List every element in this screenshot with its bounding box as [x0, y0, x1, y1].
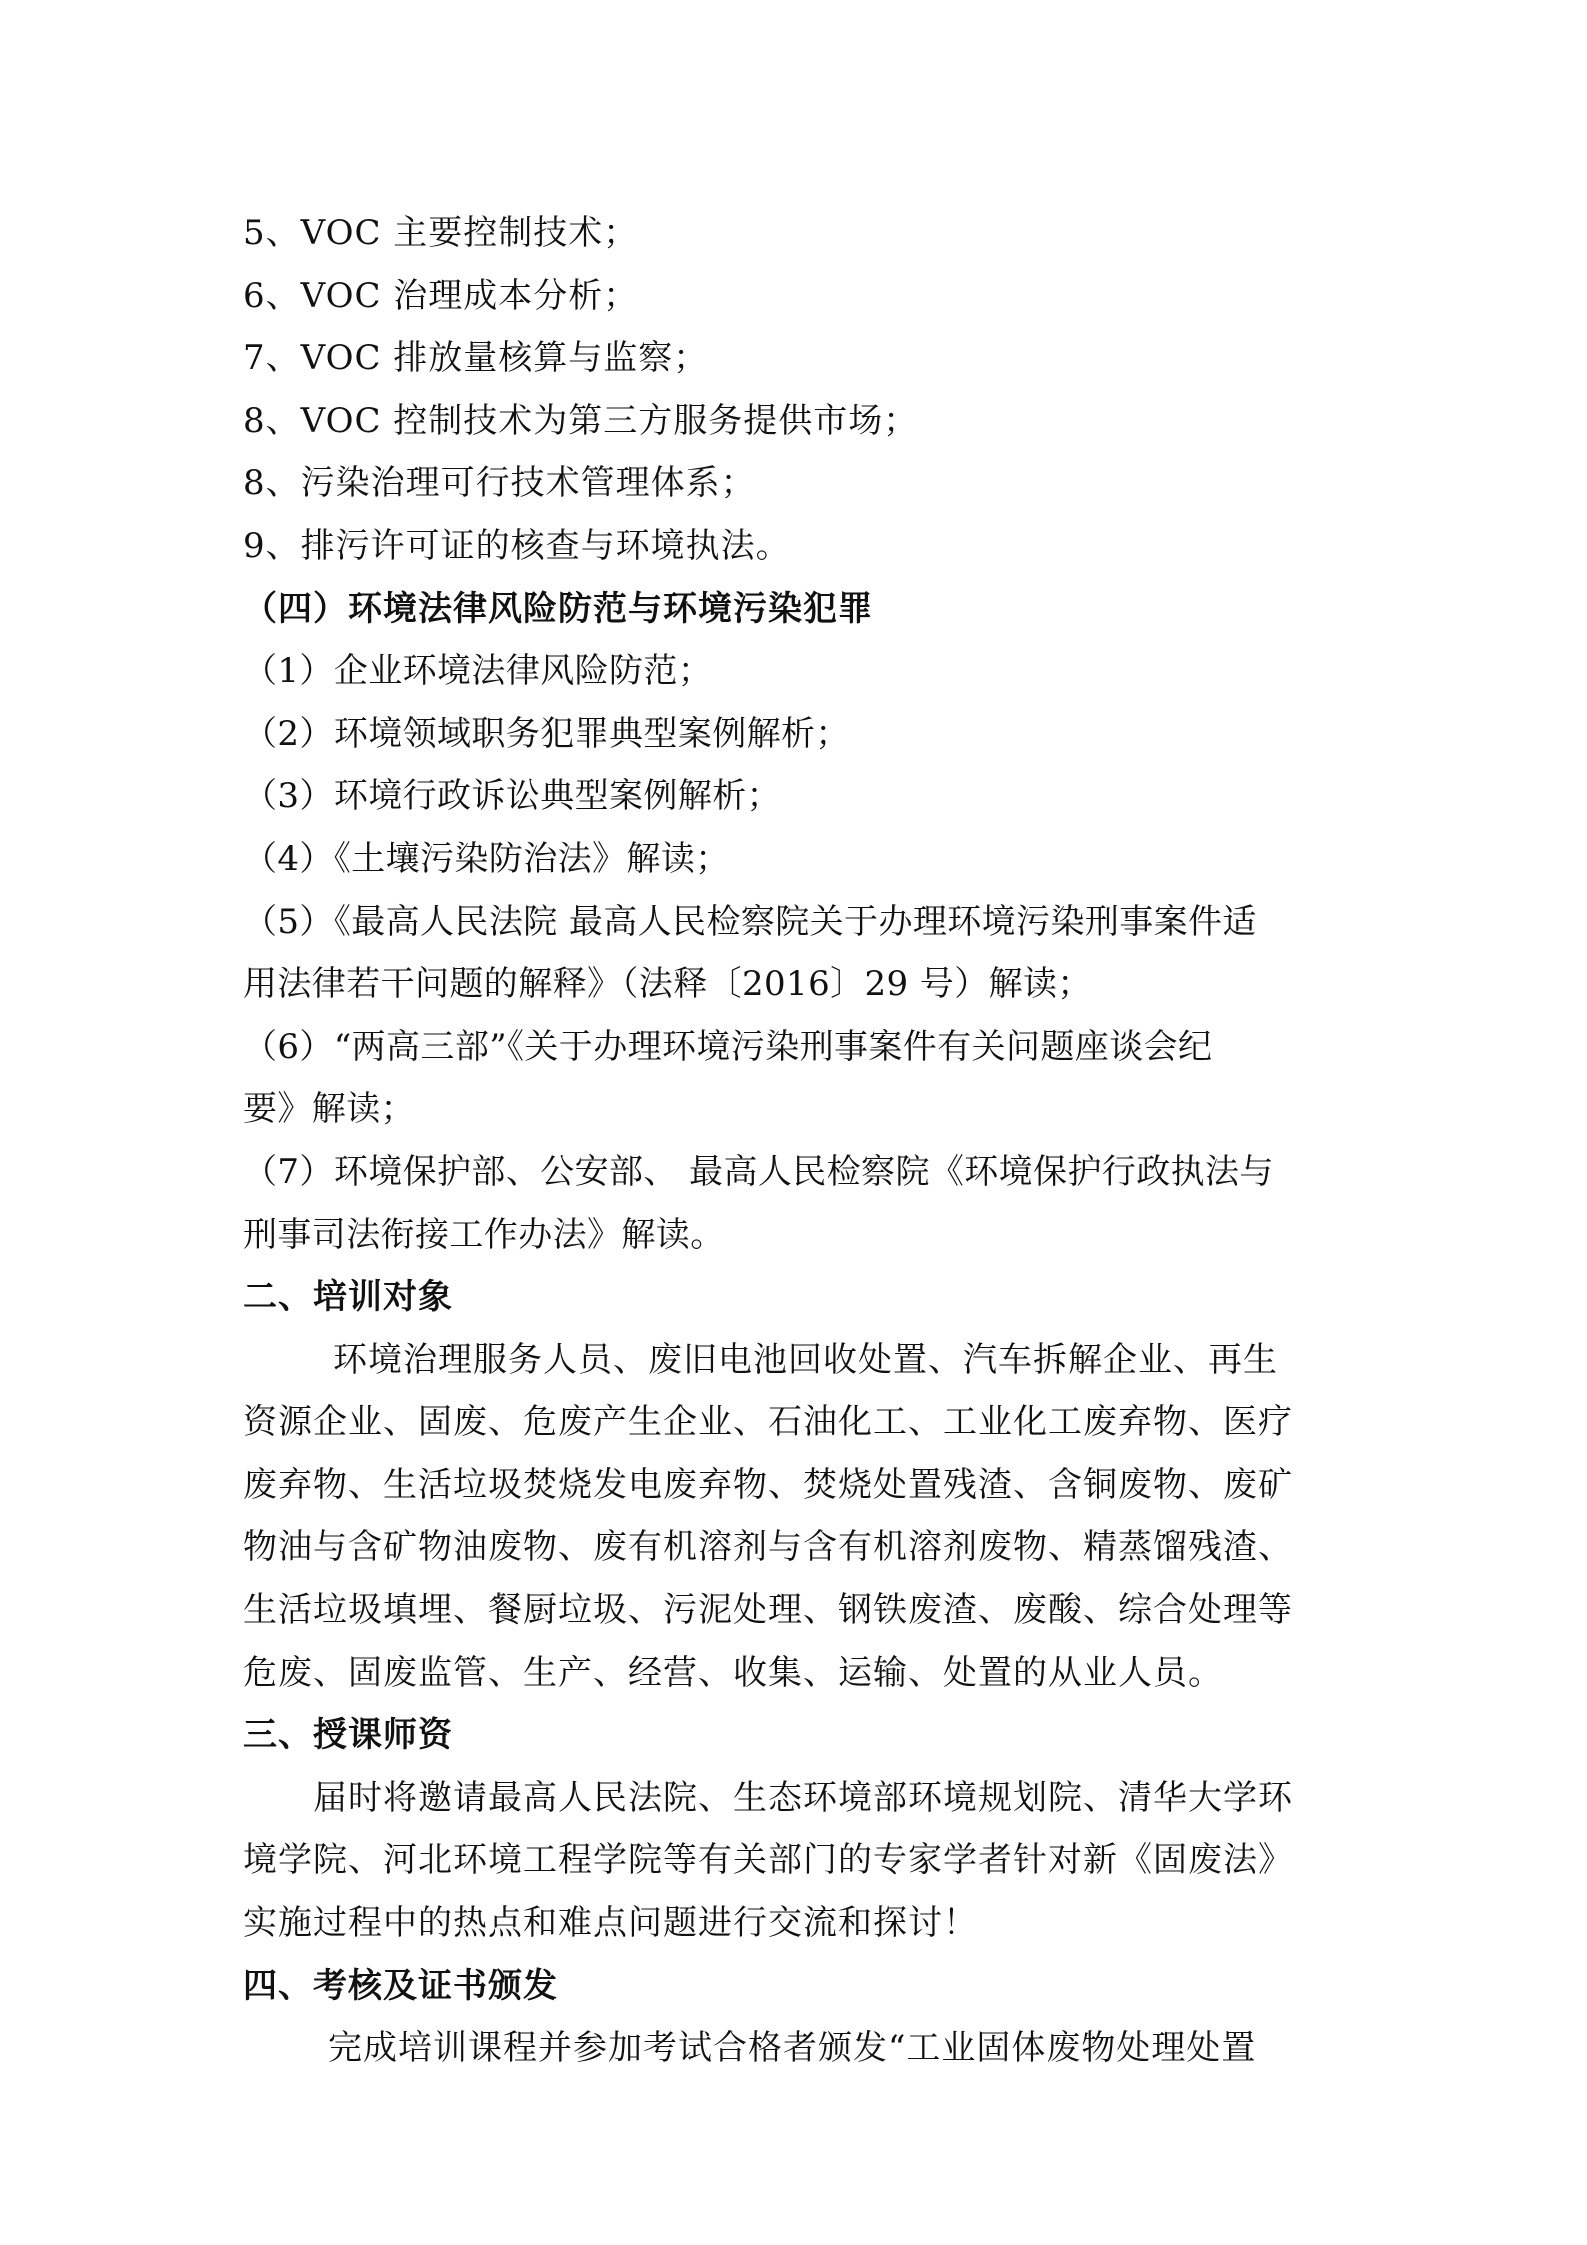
- list-item: 8、VOC 控制技术为第三方服务提供市场；: [243, 400, 919, 441]
- certificate-paragraph: [243, 2017, 1363, 2080]
- list-item: 6、VOC 治理成本分析；: [243, 275, 639, 316]
- list-item-7: [243, 1141, 1363, 1266]
- section-four-title: （四）环境法律风险防范与环境污染犯罪: [243, 588, 873, 629]
- paragraph-line: 危废、固废监管、生产、经营、收集、运输、处置的从业人员。: [243, 1652, 1223, 1693]
- list-item-5-line2: 用法律若干问题的解释》（法释〔2016〕29 号）解读；: [243, 964, 1092, 1005]
- paragraph-line: 环境治理服务人员、废旧电池回收处置、汽车拆解企业、再生: [333, 1339, 1278, 1380]
- list-item: 7、VOC 排放量核算与监察；: [243, 338, 709, 379]
- list-item: 5、VOC 主要控制技术；: [243, 213, 639, 253]
- list-item-6-line2: 要》解读；: [243, 1089, 415, 1130]
- list-item-5-line1: （5）《最高人民法院 最高人民检察院关于办理环境污染刑事案件适: [243, 901, 1257, 942]
- list-item-6-line1: （6）“两高三部”《关于办理环境污染刑事案件有关问题座谈会纪: [243, 1026, 1213, 1067]
- heading-trainees: 二、培训对象: [243, 1277, 453, 1318]
- trainees-paragraph: [243, 1329, 1363, 1705]
- document-body: [243, 202, 1363, 2080]
- list-item-6: [243, 1016, 1363, 1141]
- paragraph-line: 届时将邀请最高人民法院、生态环境部环境规划院、清华大学环: [313, 1777, 1293, 1818]
- heading-certificate: 四、考核及证书颁发: [243, 1965, 558, 2006]
- list-item: （3）环境行政诉讼典型案例解析；: [243, 776, 782, 817]
- list-item: （4）《土壤污染防治法》解读；: [243, 838, 730, 879]
- paragraph-line: 资源企业、固废、危废产生企业、石油化工、工业化工废弃物、医疗: [243, 1402, 1293, 1443]
- paragraph-line: 完成培训课程并参加考试合格者颁发“工业固体废物处理处置: [328, 2028, 1257, 2069]
- list-item: （1）企业环境法律风险防范；: [243, 651, 713, 692]
- paragraph-line: 物油与含矿物油废物、废有机溶剂与含有机溶剂废物、精蒸馏残渣、: [243, 1527, 1293, 1568]
- teachers-paragraph: [243, 1767, 1363, 1955]
- list-item: 9、排污许可证的核查与环境执法。: [243, 525, 791, 566]
- heading-teachers: 三、授课师资: [243, 1715, 453, 1756]
- paragraph-line: 废弃物、生活垃圾焚烧发电废弃物、焚烧处置残渣、含铜废物、废矿: [243, 1464, 1293, 1505]
- paragraph-line: 生活垃圾填埋、餐厨垃圾、污泥处理、钢铁废渣、废酸、综合处理等: [243, 1590, 1293, 1631]
- paragraph-line: 实施过程中的热点和难点问题进行交流和探讨！: [243, 1903, 978, 1944]
- list-item-5: [243, 891, 1363, 1016]
- list-item: （2）环境领域职务犯罪典型案例解析；: [243, 713, 850, 754]
- list-item-7-line1: （7）环境保护部、公安部、 最高人民检察院《环境保护行政执法与: [243, 1151, 1274, 1192]
- list-item-7-line2: 刑事司法衔接工作办法》解读。: [243, 1214, 725, 1255]
- list-item: 8、污染治理可行技术管理体系；: [243, 463, 756, 504]
- paragraph-line: 境学院、河北环境工程学院等有关部门的专家学者针对新《固废法》: [243, 1840, 1293, 1881]
